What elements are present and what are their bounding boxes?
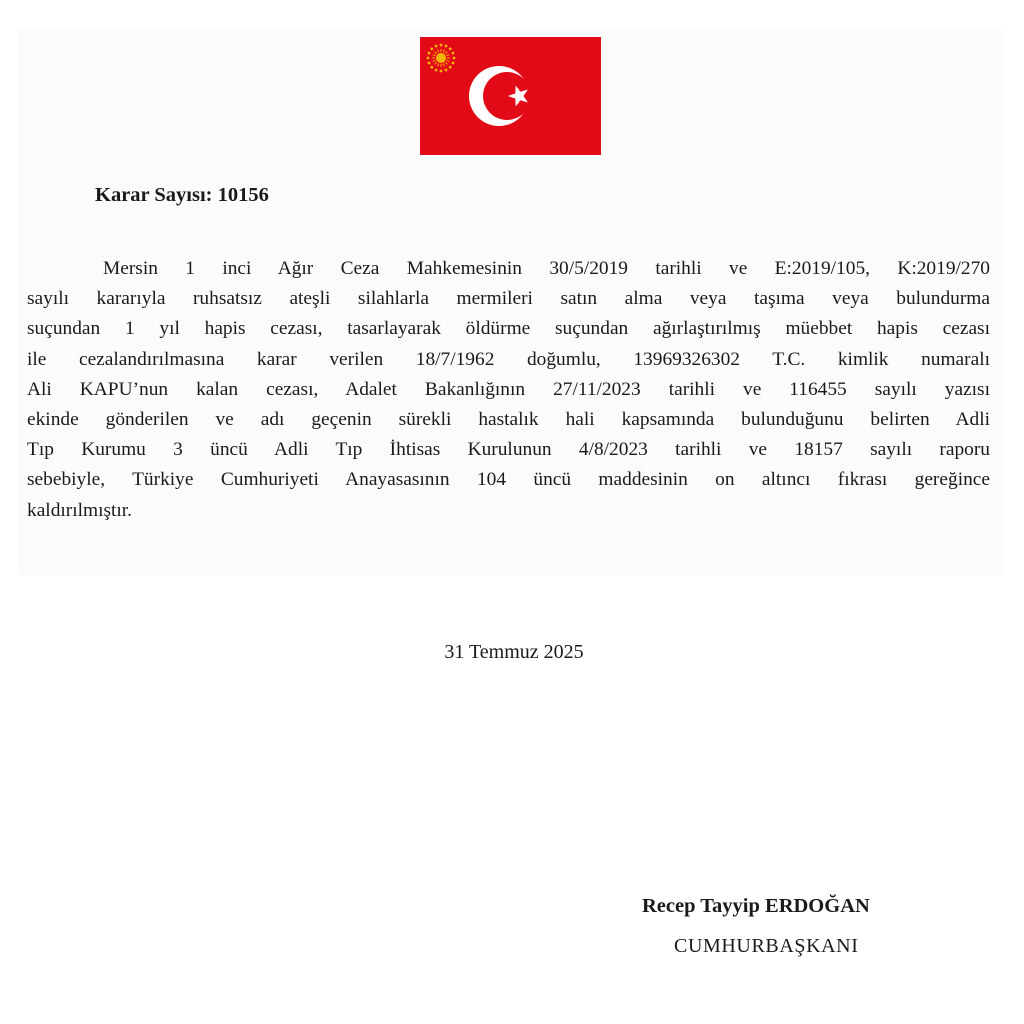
seal-star	[440, 70, 443, 73]
body-line: kaldırılmıştır.	[27, 499, 133, 521]
seal-ray	[447, 55, 450, 56]
body-line: ekinde gönderilen ve adı geçenin sürekli hastalık hali kapsamında bulunduğunu belirten Adli	[27, 408, 990, 430]
signer-name: Recep Tayyip ERDOĞAN	[642, 895, 870, 917]
body-line: Mersin 1 inci Ağır Ceza Mahkemesinin 30/5/2019 tarihli ve E:2019/105, K:2019/270	[103, 258, 990, 279]
seal-ray	[447, 60, 450, 61]
body-line: sayılı kararıyla ruhsatsız ateşli silahlarla mermileri satın alma veya taşıma veya bulundurma	[27, 288, 990, 310]
seal-ray	[433, 60, 436, 61]
body-line: suçundan 1 yıl hapis cezası, tasarlayarak öldürme suçundan ağırlaştırılmış müebbet hapis cezası	[27, 318, 990, 340]
seal-star	[435, 69, 438, 72]
seal-star	[449, 47, 452, 50]
seal-ray	[438, 64, 439, 67]
seal-ray	[435, 62, 437, 64]
seal-ray	[445, 52, 447, 54]
decision-body-text	[27, 254, 990, 526]
presidential-seal-icon	[427, 44, 456, 73]
seal-ray	[443, 50, 444, 53]
signer-title: CUMHURBAŞKANI	[674, 935, 859, 957]
seal-star	[449, 66, 452, 69]
seal-star	[427, 57, 430, 60]
body-line: ile cezalandırılmasına karar verilen 18/7/1962 doğumlu, 13969326302 T.C. kimlik numaralı	[27, 348, 990, 370]
body-line: Tıp Kurumu 3 üncü Adli Tıp İhtisas Kurulunun 4/8/2023 tarihli ve 18157 sayılı raporu	[27, 439, 990, 461]
seal-star	[445, 45, 448, 48]
seal-ray	[445, 62, 447, 64]
seal-star	[430, 66, 433, 69]
crescent-inner	[483, 72, 531, 120]
seal-sun	[436, 53, 446, 63]
decision-number-title: Karar Sayısı: 10156	[95, 184, 269, 206]
decision-date: 31 Temmuz 2025	[444, 641, 584, 663]
seal-ray	[433, 55, 436, 56]
seal-star	[430, 47, 433, 50]
seal-ray	[443, 64, 444, 67]
seal-star	[428, 62, 431, 65]
seal-star	[428, 52, 431, 55]
body-line: sebebiyle, Türkiye Cumhuriyeti Anayasasının 104 üncü maddesinin on altıncı fıkrası gereğince	[27, 469, 990, 491]
seal-star	[440, 44, 443, 47]
seal-star	[452, 52, 455, 55]
body-line: Ali KAPU’nun kalan cezası, Adalet Bakanlığının 27/11/2023 tarihli ve 116455 sayılı yazısı	[27, 378, 990, 400]
seal-ray	[435, 52, 437, 54]
seal-star	[453, 57, 456, 60]
turkish-flag-icon	[420, 37, 601, 155]
seal-star	[445, 69, 448, 72]
seal-ray	[438, 50, 439, 53]
seal-star	[435, 45, 438, 48]
seal-star	[452, 62, 455, 65]
